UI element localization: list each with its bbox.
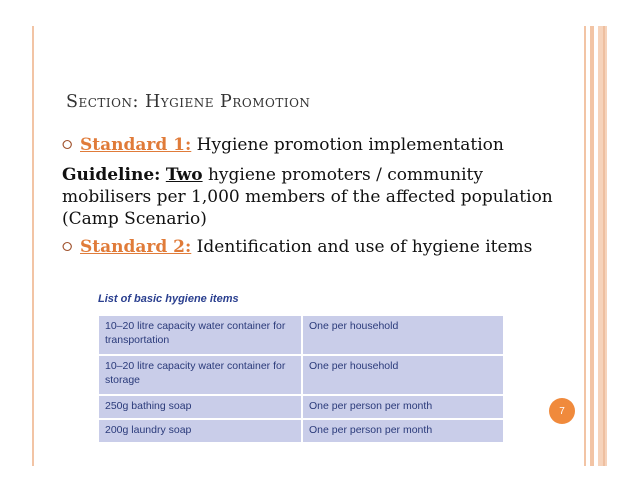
standard-2-link[interactable]: Standard 2:: [80, 237, 192, 257]
frame-right-line-3: [603, 26, 605, 466]
standard-2-text: Identification and use of hygiene items: [191, 237, 533, 257]
hygiene-items-caption: List of basic hygiene items: [98, 293, 239, 305]
guideline-text: hygiene promoters / community mobilisers per 1,000 members of the affected population (Camp Scenario): [62, 165, 553, 229]
bullet-standard-2: [62, 236, 562, 258]
standard-1-link[interactable]: Standard 1:: [80, 135, 192, 155]
table-row: [98, 395, 504, 419]
item-cell: 10–20 litre capacity water container for storage: [98, 355, 302, 395]
bullet-list: [62, 134, 562, 266]
standard-1-text: Hygiene promotion implementation: [191, 135, 504, 155]
bullet-standard-1: [62, 134, 562, 156]
hygiene-items-table: [97, 314, 505, 444]
quantity-cell: One per person per month: [302, 419, 504, 443]
frame-right-line-2: [590, 26, 594, 466]
table-row: [98, 419, 504, 443]
slide-title: Section: Hygiene Promotion: [66, 92, 311, 112]
quantity-cell: One per household: [302, 315, 504, 355]
table-row: [98, 315, 504, 355]
quantity-cell: One per household: [302, 355, 504, 395]
guideline-emphasis: Two: [165, 165, 203, 185]
item-cell: 200g laundry soap: [98, 419, 302, 443]
guideline-label: Guideline:: [62, 165, 161, 185]
bullet-ring-icon: ⭘: [62, 240, 73, 255]
table-row: [98, 355, 504, 395]
frame-right-line-1: [584, 26, 586, 466]
guideline-paragraph: [62, 164, 562, 230]
bullet-ring-icon: ⭘: [62, 138, 73, 153]
page-number-badge: 7: [549, 398, 575, 424]
item-cell: 250g bathing soap: [98, 395, 302, 419]
quantity-cell: One per person per month: [302, 395, 504, 419]
item-cell: 10–20 litre capacity water container for transportation: [98, 315, 302, 355]
frame-left-line: [32, 26, 34, 466]
